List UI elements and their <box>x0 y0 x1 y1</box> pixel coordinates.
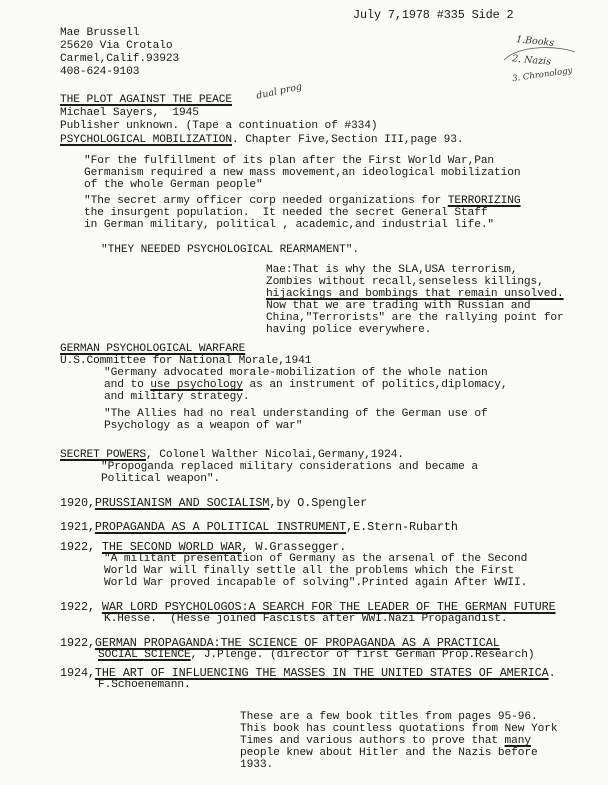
book-title: THE PLOT AGAINST THE PEACE <box>60 94 232 106</box>
quote-line: the insurgent population. It needed the secret General Staff <box>84 207 488 219</box>
section-warfare-org: U.S.Committee for National Morale,1941 <box>60 355 312 367</box>
quote-emphasis: TERRORIZING <box>447 195 521 207</box>
entry-author: ,by O.Spengler <box>269 496 368 510</box>
entry-year: 1924, <box>60 666 95 680</box>
sender-city: Carmel,Calif.93923 <box>60 53 180 65</box>
entry-author: ,E.Stern-Rubarth <box>346 520 458 534</box>
quote-emphasis: use psychology <box>150 379 243 391</box>
quote-line: Psychology as a weapon of war" <box>104 420 303 432</box>
entry-year: 1922, <box>60 636 95 650</box>
entry-title: GERMAN PROPAGANDA:THE SCIENCE OF PROPAGANDA AS A PRACTICAL <box>94 636 500 650</box>
closing-emphasis: many <box>504 735 532 747</box>
section-mobilization-ref: . Chapter Five,Section III,page 93. <box>231 134 464 146</box>
quote-line: and military strategy. <box>104 391 250 403</box>
book-publisher: Publisher unknown. (Tape a continuation of #334) <box>60 120 378 132</box>
date-line: July 7,1978 #335 Side 2 <box>353 8 514 22</box>
entry-title: WAR LORD PSYCHOLOGOS:A SEARCH FOR THE LEADER OF THE GERMAN FUTURE <box>101 600 556 614</box>
entry-title-continued: SOCIAL SCIENCE <box>98 649 191 661</box>
mae-note-line: Zombies without recall,senseless killings, <box>266 276 544 288</box>
quote-text: as an instrument of politics,diplomacy, <box>242 379 508 391</box>
handwritten-list-item-3: 3. Chronology <box>511 65 574 85</box>
entry-year: 1922, <box>60 540 95 554</box>
entry-body-line: World War will finally settle all the problems which the First <box>104 565 515 577</box>
entry-title: PRUSSIANISM AND SOCIALISM <box>94 496 270 510</box>
entry-title: PROPAGANDA AS A POLITICAL INSTRUMENT <box>94 520 347 534</box>
section-secret-powers-ref: , Colonel Walther Nicolai,Germany,1924. <box>145 449 404 461</box>
mae-note-line: China,"Terrorists" are the rallying point for <box>266 312 564 324</box>
quote-line: in German military, political , academic,and industrial life." <box>84 219 495 231</box>
sender-street: 25620 Via Crotalo <box>60 40 173 52</box>
entry-body-line: "A militant presentation of Germany as the arsenal of the Second <box>104 553 528 565</box>
quote-line: "For the fulfillment of its plan after the First World War,Pan <box>84 155 495 167</box>
quote-text: and to <box>104 379 151 391</box>
handwritten-list-item-2: 2. Nazis <box>511 53 552 68</box>
handwritten-list-item-1: 1.Books <box>515 34 555 49</box>
quote-line: of the whole German people" <box>84 179 263 191</box>
quote-line: "Germany advocated morale-mobilization of the whole nation <box>104 367 488 379</box>
quote-line: "The Allies had no real understanding of the German use of <box>104 408 488 420</box>
closing-line: 1933. <box>240 759 274 771</box>
entry-body-line: F.Schoenemann. <box>98 679 191 691</box>
closing-line: These are a few book titles from pages 95-96. <box>240 711 538 723</box>
mae-note-line: Now that we are trading with Russian and <box>266 300 531 312</box>
entry-author: , J.Plenge. (director of first German Prop.Research) <box>190 649 535 661</box>
entry-title: THE SECOND WORLD WAR <box>101 540 242 554</box>
quote-line: Germanism required a new mass movement,an ideological mobilization <box>84 167 521 179</box>
entry-author: , W.Grassegger. <box>241 540 347 554</box>
quote-line: "Propoganda replaced military considerations and became a <box>101 461 478 473</box>
closing-line: people knew about Hitler and the Nazis before <box>240 747 538 759</box>
mae-note-line: Mae:That is why the SLA,USA terrorism, <box>266 264 518 276</box>
pen-stroke <box>504 48 575 60</box>
entry-year: 1922, <box>60 600 95 614</box>
book-author: Michael Sayers, 1945 <box>60 107 199 119</box>
handwritten-title-note: dual prog <box>255 81 303 102</box>
quote-line: Political weapon". <box>101 473 221 485</box>
closing-line: This book has countless quotations from New York <box>240 723 558 735</box>
entry-year: 1921, <box>60 520 95 534</box>
mae-note-line: hijackings and bombings that remain unsolved. <box>266 288 564 300</box>
entry-year: 1920, <box>60 496 95 510</box>
section-secret-powers-title: SECRET POWERS <box>60 449 146 461</box>
entry-title: THE ART OF INFLUENCING THE MASSES IN THE UNITED STATES OF AMERICA <box>94 666 549 680</box>
entry-body-line: World War proved incapable of solving".Printed again After WWII. <box>104 577 528 589</box>
entry-body-line: K.Hesse. (Hesse joined Fascists after WWI.Nazi Propagandist. <box>104 613 508 625</box>
mae-note-line: having police everywhere. <box>266 324 432 336</box>
sender-phone: 408-624-9103 <box>60 66 140 78</box>
quote-line: "THEY NEEDED PSYCHOLOGICAL REARMAMENT". <box>101 244 359 256</box>
sender-name: Mae Brussell <box>60 27 140 39</box>
closing-text: Times and various authors to prove that <box>240 735 505 747</box>
section-mobilization-title: PSYCHOLOGICAL MOBILIZATION <box>60 134 232 146</box>
section-warfare-heading: GERMAN PSYCHOLOGICAL WARFARE <box>60 343 246 355</box>
quote-text: "The secret army officer corp needed organizations for <box>84 195 448 207</box>
entry-punct: . <box>548 666 556 680</box>
